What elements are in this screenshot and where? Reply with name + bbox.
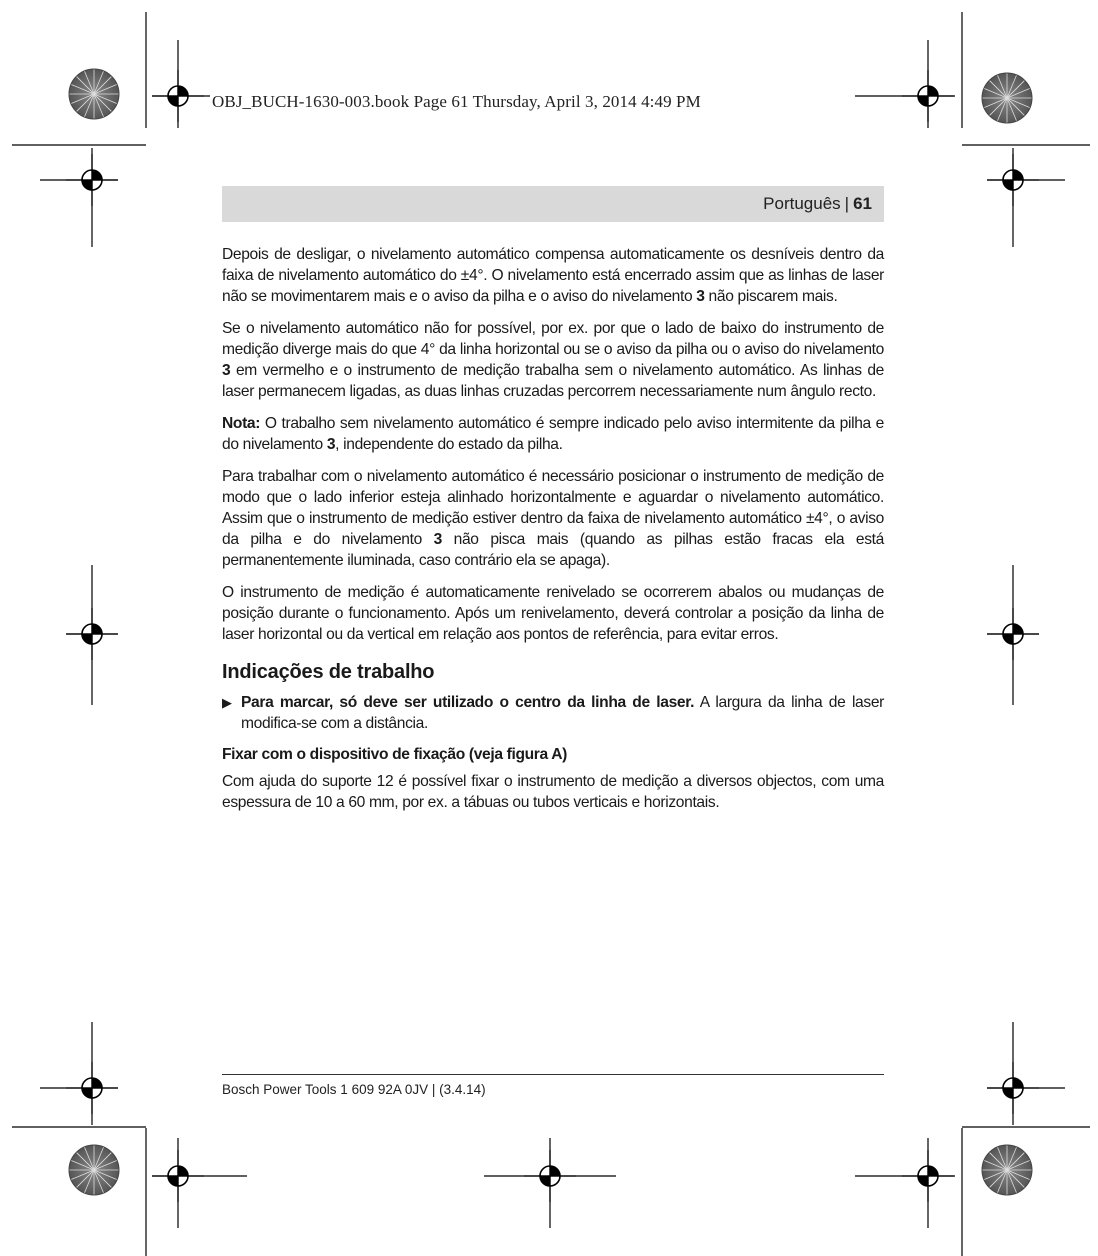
paragraph-mounting: Com ajuda do suporte 12 é possível fixar o instrumento de medição a diversos objectos, com uma espessura de 10 a 60 mm, por ex. a tábuas ou tubos verticais e horizontais. — [222, 773, 884, 811]
page-footer: Bosch Power Tools 1 609 92A 0JV | (3.4.14) — [222, 1082, 486, 1097]
page-language: Português — [763, 194, 841, 213]
bullet-item — [222, 692, 884, 734]
page-body — [222, 244, 884, 824]
bullet-text: Para marcar, só deve ser utilizado o centro da linha de laser. A largura da linha de laser modifica-se com a distância. — [241, 694, 884, 732]
bullet-arrow-icon: ▶ — [222, 695, 232, 710]
paragraph-working-with-leveling: Para trabalhar com o nivelamento automático é necessário posicionar o instrumento de medição de modo que o lado inferior esteja alinhado horizontalmente e aguardar o nivelamento automático. Assim que o instrumento de medição estiver dentro da faixa de nivelamento automático ±4°, o aviso da pilha e do nivelamento 3 não pisca mais (quando as pilhas estão fracas ela está permanentemente iluminada, caso contrário ela se apaga). — [222, 468, 884, 569]
paragraph-note: Nota: O trabalho sem nivelamento automático é sempre indicado pelo aviso intermitente da pilha e do nivelamento 3, independente do estado da pilha. — [222, 415, 884, 453]
section-heading: Indicações de trabalho — [222, 661, 435, 683]
page-header-bar — [222, 186, 884, 222]
file-header: OBJ_BUCH-1630-003.book Page 61 Thursday, April 3, 2014 4:49 PM — [212, 92, 701, 111]
paragraph-leveling-not-possible: Se o nivelamento automático não for possível, por ex. por que o lado de baixo do instrumento de medição diverge mais do que 4° da linha horizontal ou se o aviso da pilha ou o aviso do nivelamento 3 em vermelho e o instrumento de medição trabalha sem o nivelamento automático. As linhas de laser permanecem ligadas, as duas linhas cruzadas percorrem necessariamente num ângulo recto. — [222, 320, 884, 400]
paragraph-auto-leveling: Depois de desligar, o nivelamento automático compensa automaticamente os desníveis dentro da faixa de nivelamento automático do ±4°. O nivelamento está encerrado assim que as linhas de laser não se movimentarem mais e o aviso da pilha e o aviso do nivelamento 3 não piscarem mais. — [222, 246, 884, 305]
page-number: 61 — [853, 194, 872, 213]
subheading: Fixar com o dispositivo de fixação (veja figura A) — [222, 746, 568, 763]
footer-rule — [222, 1074, 884, 1075]
paragraph-releveling: O instrumento de medição é automaticamente renivelado se ocorrerem abalos ou mudanças de posição durante o funcionamento. Após um renivelamento, deverá controlar a posição da linha de laser horizontal ou da vertical em relação aos pontos de referência, para evitar erros. — [222, 584, 884, 643]
header-separator: | — [844, 194, 850, 213]
